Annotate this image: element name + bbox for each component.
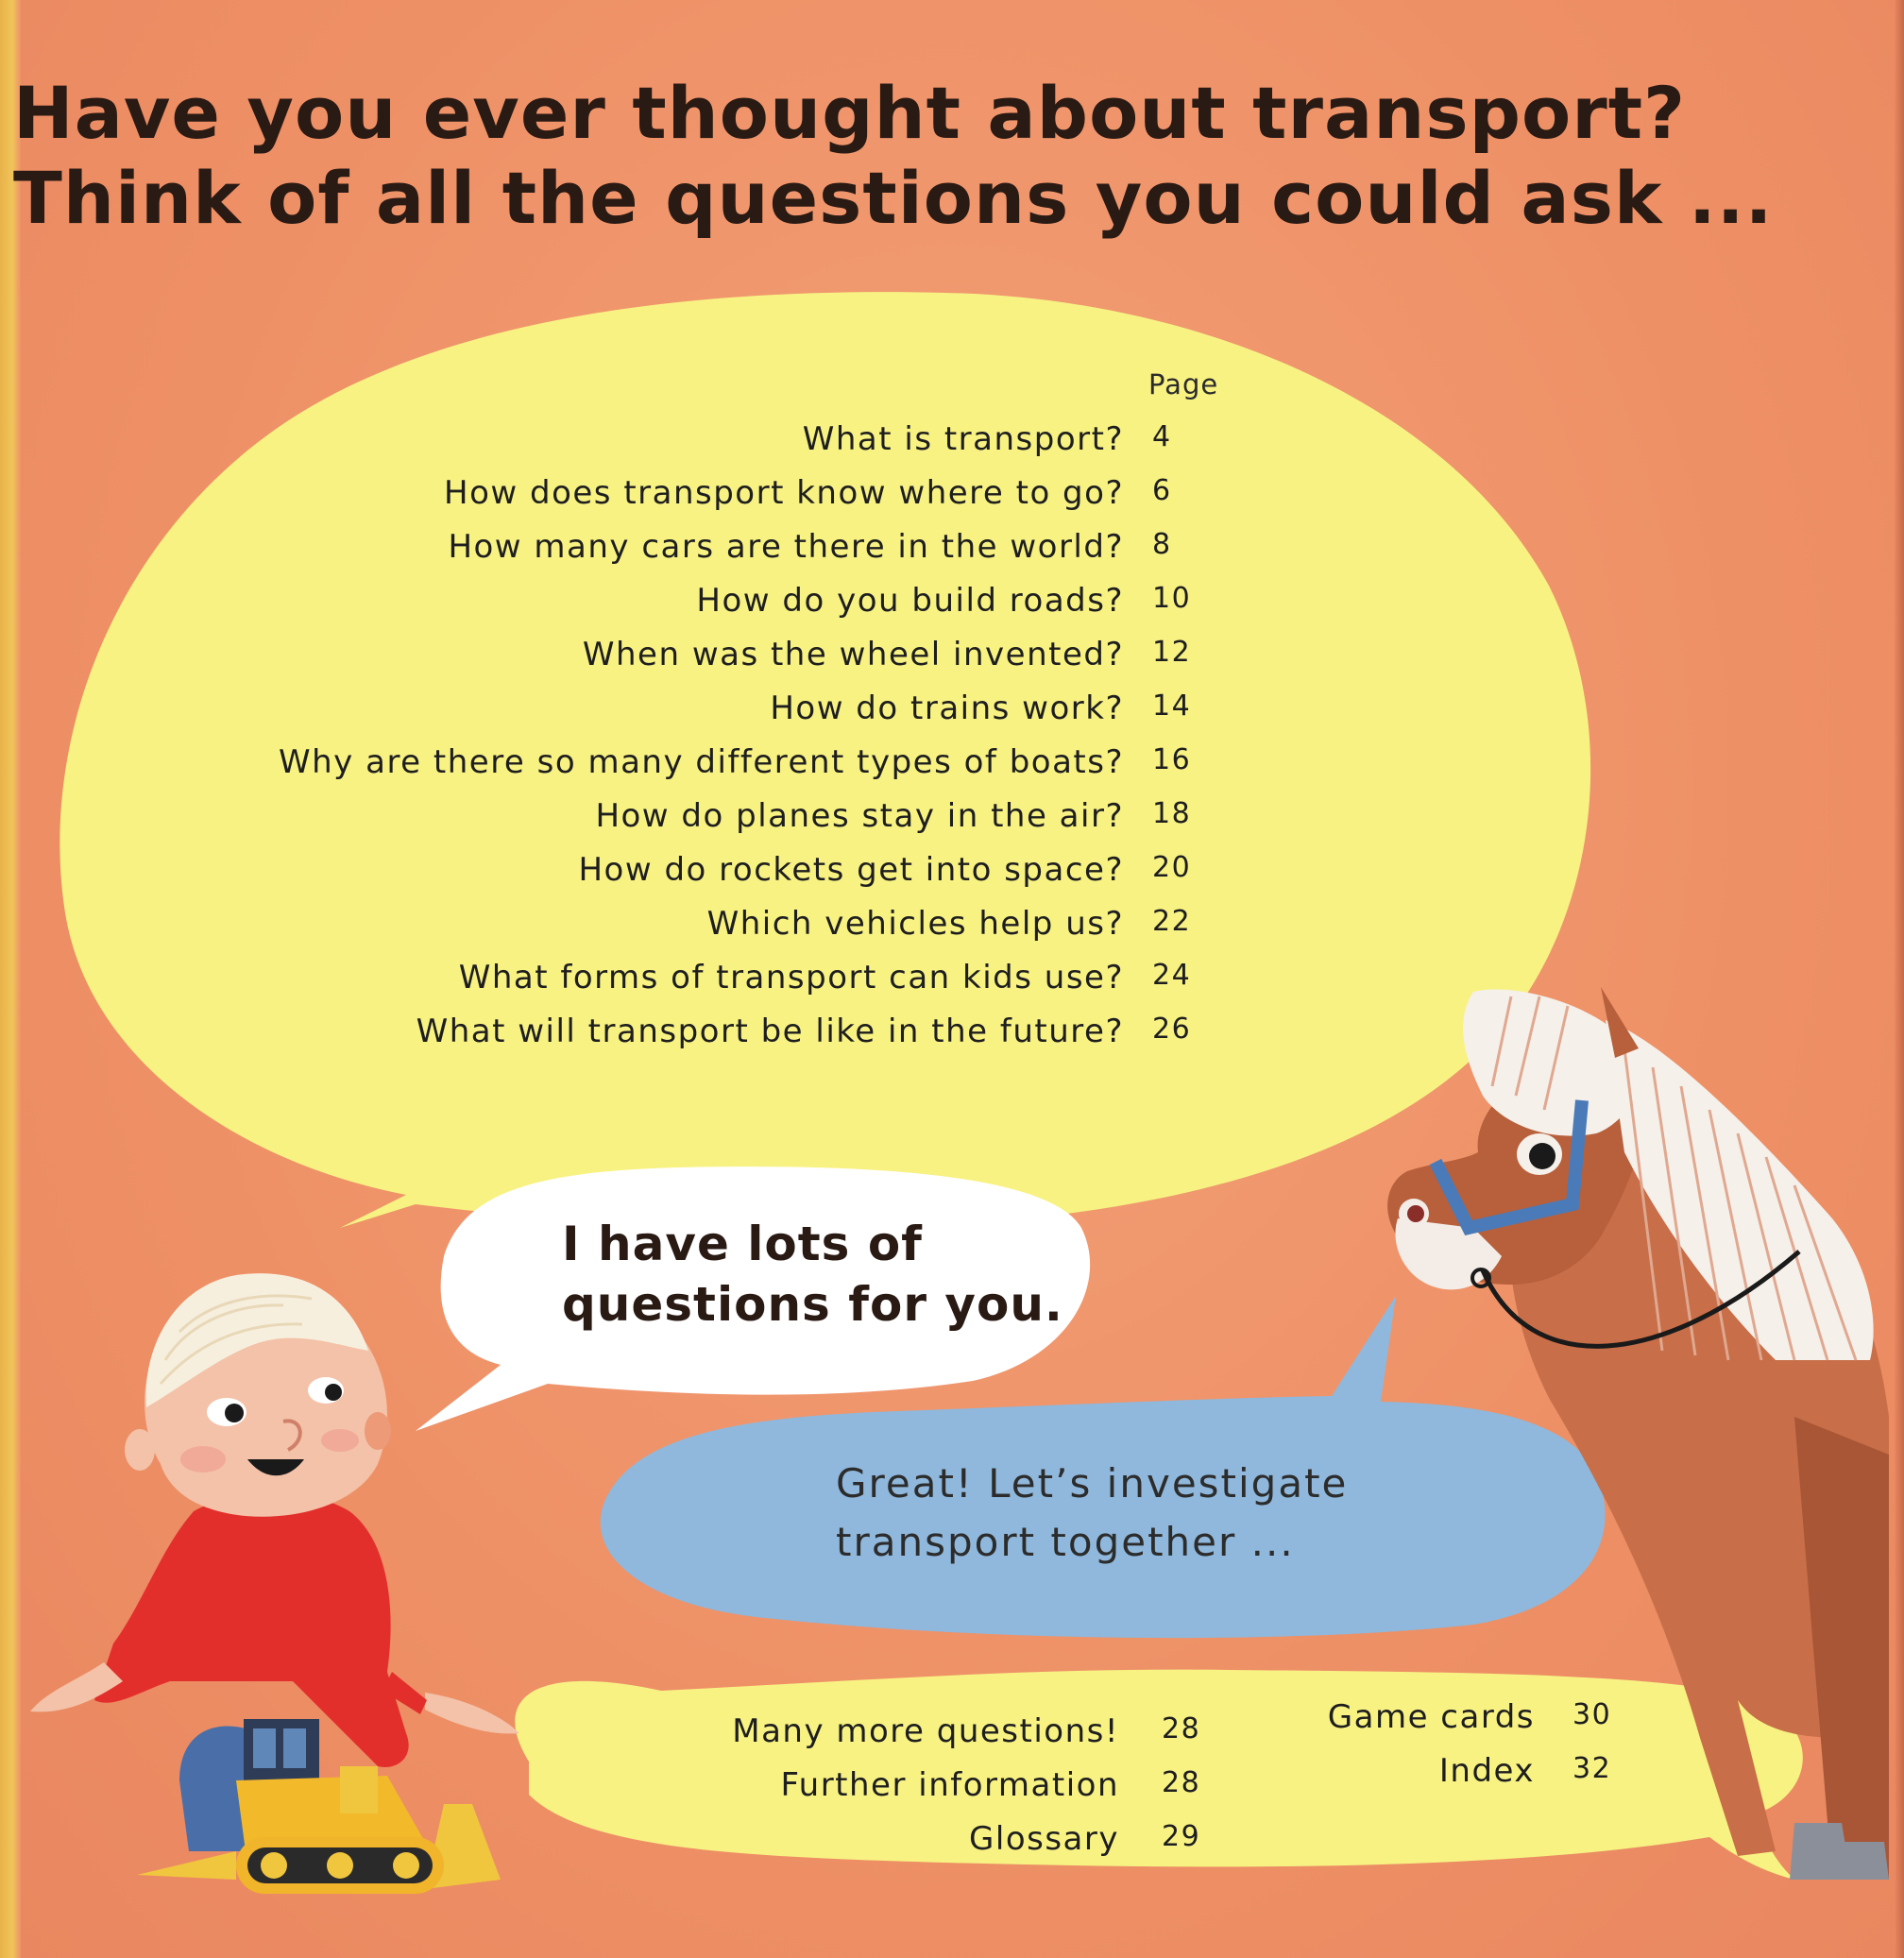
contents-item-page: 22 [1152,905,1192,938]
extras-item-label: Many more questions! [732,1712,1119,1750]
heading-line-2: Think of all the questions you could ask ... [13,156,1774,240]
contents-item[interactable] [113,420,1266,473]
contents-item-question: How do planes stay in the air? [595,797,1124,835]
horse-speech-line-1: Great! Let’s investigate [836,1460,1349,1507]
contents-item[interactable] [113,474,1266,527]
extras-item-page: 28 [1162,1766,1201,1799]
contents-item-question: How do trains work? [770,690,1124,727]
heading-line-1: Have you ever thought about transport? [13,71,1687,155]
contents-item-question: How do you build roads? [696,582,1124,620]
contents-item[interactable] [113,582,1266,635]
extras-item-label: Game cards [1327,1698,1535,1736]
contents-item[interactable] [113,743,1266,796]
contents-item-question: When was the wheel invented? [582,636,1124,673]
contents-item[interactable] [113,1013,1266,1065]
contents-item-page: 4 [1152,420,1172,453]
contents-item-question: What is transport? [802,420,1124,458]
page-column-header: Page [1148,368,1219,400]
boy-speech-text [562,1214,1063,1335]
extras-item-label: Further information [780,1766,1119,1804]
contents-item[interactable] [113,636,1266,689]
boy-speech-line-1: I have lots of [562,1217,923,1271]
extras-item-label: Glossary [969,1820,1119,1858]
contents-item-page: 24 [1152,959,1192,992]
contents-item[interactable] [113,851,1266,904]
contents-item[interactable] [113,959,1266,1012]
contents-item-page: 16 [1152,743,1192,776]
extras-item-page: 30 [1572,1698,1612,1731]
contents-item-page: 18 [1152,797,1192,830]
extras-item-page: 28 [1162,1712,1201,1745]
contents-item-page: 26 [1152,1013,1192,1046]
contents-item-page: 12 [1152,636,1192,669]
boy-speech-line-2: questions for you. [562,1277,1063,1332]
contents-item[interactable] [113,528,1266,581]
contents-item-page: 14 [1152,690,1192,723]
contents-item[interactable] [113,905,1266,958]
horse-speech-text [836,1455,1348,1572]
horse-speech-line-2: transport together ... [836,1519,1295,1565]
contents-item-question: How many cars are there in the world? [448,528,1124,566]
contents-item-page: 8 [1152,528,1172,561]
contents-item[interactable] [113,797,1266,850]
contents-item-page: 20 [1152,851,1192,884]
contents-item-question: What forms of transport can kids use? [458,959,1124,996]
extras-item-label: Index [1438,1752,1535,1790]
extras-item-page: 29 [1162,1820,1201,1853]
contents-item[interactable] [113,690,1266,742]
contents-item-question: How does transport know where to go? [444,474,1124,512]
contents-item-page: 6 [1152,474,1172,507]
contents-item-question: How do rockets get into space? [578,851,1124,889]
contents-item-page: 10 [1152,582,1192,615]
contents-item-question: Why are there so many different types of boats? [279,743,1124,781]
contents-item-question: What will transport be like in the future? [416,1013,1124,1050]
extras-item-page: 32 [1572,1752,1612,1785]
contents-item-question: Which vehicles help us? [706,905,1124,943]
